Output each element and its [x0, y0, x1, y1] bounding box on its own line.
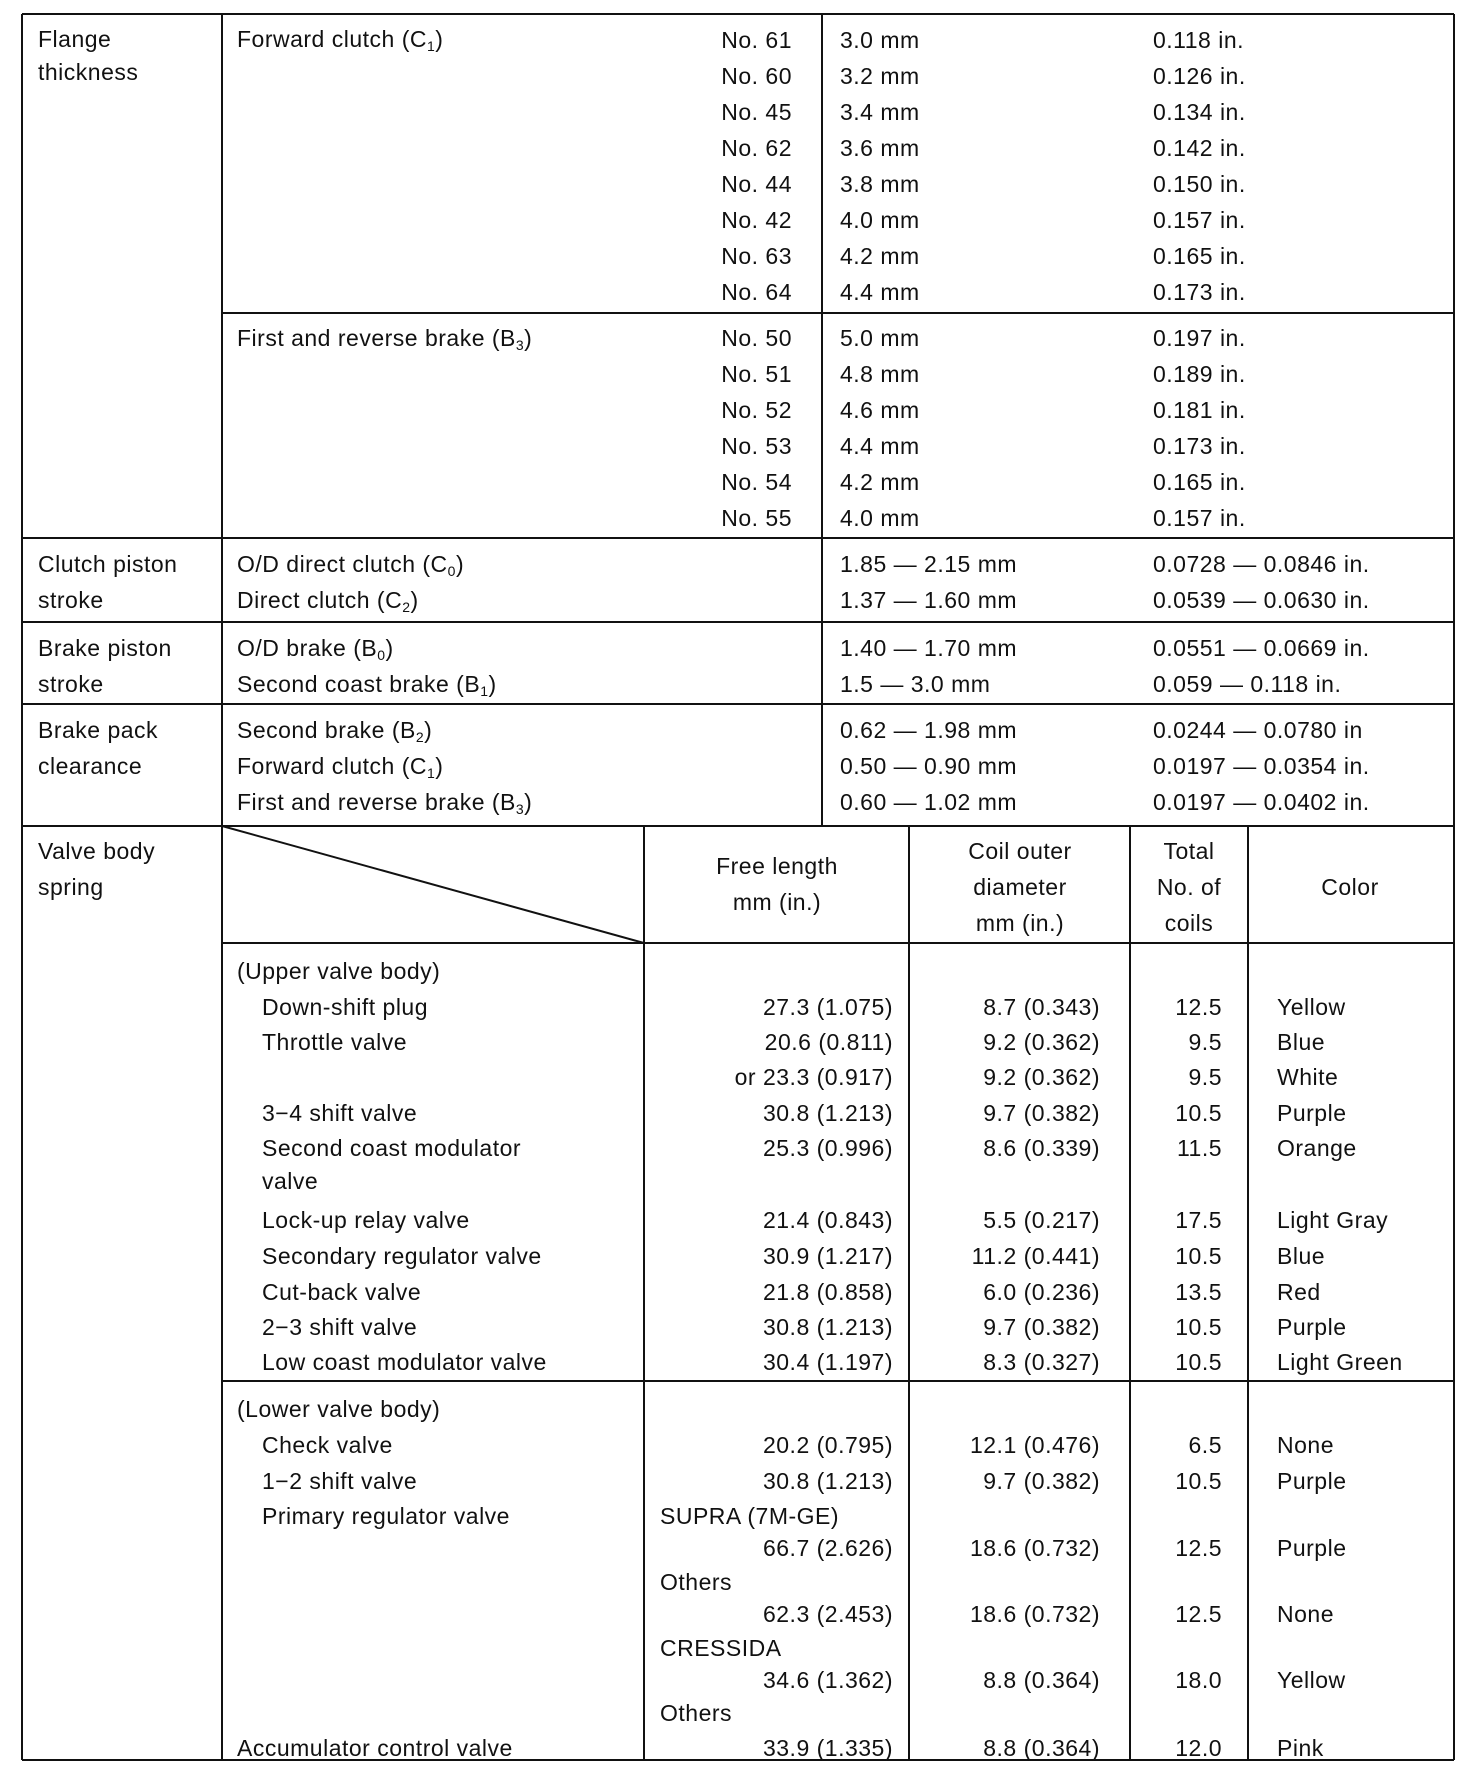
- range-mm-value: 1.85 — 2.15 mm: [840, 551, 1018, 577]
- model-variant-label: Others: [660, 1700, 733, 1726]
- spring-name: Down-shift plug: [262, 994, 429, 1020]
- spring-color-value: Red: [1277, 1279, 1321, 1305]
- range-mm-value: 0.60 — 1.02 mm: [840, 789, 1018, 815]
- flange-mm-value: 3.6 mm: [840, 135, 920, 161]
- header-free-length: Free length: [716, 853, 838, 879]
- flange-inch-value: 0.197 in.: [1153, 325, 1246, 351]
- total-coils-value: 17.5: [1175, 1207, 1222, 1233]
- coil-diameter-value: 9.7 (0.382): [983, 1100, 1100, 1126]
- total-coils-value: 10.5: [1175, 1468, 1222, 1494]
- coil-diameter-value: 8.8 (0.364): [983, 1735, 1100, 1761]
- flange-label-2: thickness: [38, 59, 139, 85]
- coil-diameter-value: 11.2 (0.441): [971, 1243, 1100, 1269]
- section-rule: [22, 621, 1454, 623]
- label-column-rule: [221, 14, 223, 1760]
- spring-name: 3−4 shift valve: [262, 1100, 418, 1126]
- range-mm-value: 0.62 — 1.98 mm: [840, 717, 1018, 743]
- flange-inch-value: 0.142 in.: [1153, 135, 1246, 161]
- primary-regulator-name: Primary regulator valve: [262, 1503, 510, 1529]
- brake-stroke-label-2: stroke: [38, 671, 104, 697]
- spring-name: 2−3 shift valve: [262, 1314, 418, 1340]
- flange-part-number: No. 63: [721, 243, 792, 269]
- spring-name: Low coast modulator valve: [262, 1349, 547, 1375]
- spring-color-value: Purple: [1277, 1100, 1347, 1126]
- range-inch-value: 0.0197 — 0.0354 in.: [1153, 753, 1370, 779]
- coil-diameter-value: 18.6 (0.732): [969, 1601, 1100, 1627]
- flange-mm-value: 4.4 mm: [840, 433, 920, 459]
- flange-mm-value: 4.4 mm: [840, 279, 920, 305]
- total-coils-value: 12.5: [1175, 1601, 1222, 1627]
- range-mm-value: 1.37 — 1.60 mm: [840, 587, 1018, 613]
- coil-diameter-value: 8.3 (0.327): [983, 1349, 1100, 1375]
- flange-mm-value: 3.8 mm: [840, 171, 920, 197]
- flange-mm-value: 4.0 mm: [840, 505, 920, 531]
- flange-inch-value: 0.134 in.: [1153, 99, 1246, 125]
- accumulator-control-name: Accumulator control valve: [237, 1735, 513, 1761]
- header-free-length-unit: mm (in.): [732, 889, 822, 915]
- flange-part-number: No. 53: [721, 433, 792, 459]
- spring-color-value: None: [1277, 1432, 1334, 1458]
- flange-part-number: No. 51: [721, 361, 792, 387]
- flange-inch-value: 0.165 in.: [1153, 469, 1246, 495]
- flange-label: Flange: [38, 26, 112, 52]
- clutch-stroke-label-2: stroke: [38, 587, 104, 613]
- flange-part-number: No. 64: [721, 279, 792, 305]
- header-coil-diameter: Coil outer: [968, 838, 1072, 864]
- model-variant-label: SUPRA (7M-GE): [660, 1503, 840, 1529]
- table-left-border: [21, 14, 23, 1760]
- range-mm-value: 0.50 — 0.90 mm: [840, 753, 1018, 779]
- range-inch-value: 0.059 — 0.118 in.: [1153, 671, 1342, 697]
- total-coils-value: 12.5: [1175, 994, 1222, 1020]
- range-mm-value: 1.40 — 1.70 mm: [840, 635, 1018, 661]
- spring-name: Lock-up relay valve: [262, 1207, 470, 1233]
- free-length-value: or 23.3 (0.917): [734, 1064, 893, 1090]
- section-rule: [22, 825, 1454, 827]
- total-coils-value: 18.0: [1175, 1667, 1222, 1693]
- free-length-value: 30.4 (1.197): [762, 1349, 893, 1375]
- flange-part-number: No. 42: [721, 207, 792, 233]
- table-top-border: [22, 13, 1454, 15]
- range-inch-value: 0.0539 — 0.0630 in.: [1153, 587, 1370, 613]
- coil-diameter-value: 9.7 (0.382): [983, 1468, 1100, 1494]
- coil-diameter-value: 9.7 (0.382): [983, 1314, 1100, 1340]
- total-coils-value: 12.0: [1175, 1735, 1222, 1761]
- header-total-coils-3: coils: [1164, 910, 1214, 936]
- flange-part-number: No. 61: [721, 27, 792, 53]
- free-length-value: 27.3 (1.075): [762, 994, 893, 1020]
- spring-color-value: None: [1277, 1601, 1334, 1627]
- free-length-value: 30.8 (1.213): [762, 1314, 893, 1340]
- range-inch-value: 0.0244 — 0.0780 in: [1153, 717, 1363, 743]
- header-total-coils-2: No. of: [1156, 874, 1222, 900]
- flange-inch-value: 0.150 in.: [1153, 171, 1246, 197]
- flange-inch-value: 0.173 in.: [1153, 279, 1246, 305]
- component-name: Direct clutch $(C_2)$: [237, 587, 419, 615]
- flange-mm-value: 5.0 mm: [840, 325, 920, 351]
- header-coil-diameter-unit: mm (in.): [975, 910, 1065, 936]
- spring-color-value: Purple: [1277, 1468, 1347, 1494]
- total-coils-value: 10.5: [1175, 1349, 1222, 1375]
- free-length-value: 30.8 (1.213): [762, 1100, 893, 1126]
- flange-mm-value: 4.8 mm: [840, 361, 920, 387]
- model-variant-label: Others: [660, 1569, 733, 1595]
- flange-part-number: No. 60: [721, 63, 792, 89]
- total-coils-value: 10.5: [1175, 1243, 1222, 1269]
- spring-column-rule: [908, 826, 910, 1760]
- flange-part-number: No. 55: [721, 505, 792, 531]
- coil-diameter-value: 9.2 (0.362): [983, 1029, 1100, 1055]
- flange-part-number: No. 50: [721, 325, 792, 351]
- reverse-brake-label: First and reverse brake $(B_3)$: [237, 325, 533, 353]
- total-coils-value: 9.5: [1188, 1064, 1222, 1090]
- component-name: O/D direct clutch $(C_0)$: [237, 551, 465, 579]
- coil-diameter-value: 8.8 (0.364): [983, 1667, 1100, 1693]
- spring-color-value: Blue: [1277, 1029, 1326, 1055]
- coil-diameter-value: 12.1 (0.476): [969, 1432, 1100, 1458]
- flange-part-number: No. 52: [721, 397, 792, 423]
- flange-subsection-rule: [222, 312, 1454, 314]
- flange-mm-value: 3.2 mm: [840, 63, 920, 89]
- spring-name: Throttle valve: [262, 1029, 408, 1055]
- coil-diameter-value: 18.6 (0.732): [969, 1535, 1100, 1561]
- free-length-value: 33.9 (1.335): [762, 1735, 893, 1761]
- coil-diameter-value: 6.0 (0.236): [983, 1279, 1100, 1305]
- flange-part-number: No. 62: [721, 135, 792, 161]
- flange-inch-value: 0.118 in.: [1153, 27, 1245, 53]
- header-total-coils: Total: [1163, 838, 1215, 864]
- total-coils-value: 10.5: [1175, 1314, 1222, 1340]
- brake-stroke-label: Brake piston: [38, 635, 172, 661]
- spring-header-rule: [222, 942, 1454, 944]
- component-name: Second brake $(B_2)$: [237, 717, 433, 745]
- spring-column-rule: [1247, 826, 1249, 1760]
- spring-color-value: Pink: [1277, 1735, 1324, 1761]
- flange-mm-value: 4.6 mm: [840, 397, 920, 423]
- flange-mm-value: 4.2 mm: [840, 243, 920, 269]
- spring-name: Cut-back valve: [262, 1279, 422, 1305]
- spring-color-value: Light Green: [1277, 1349, 1403, 1375]
- free-length-value: 21.4 (0.843): [762, 1207, 893, 1233]
- section-rule: [22, 703, 1454, 705]
- free-length-value: 25.3 (0.996): [762, 1135, 893, 1161]
- spring-color-value: Blue: [1277, 1243, 1326, 1269]
- lower-body-rule: [222, 1380, 1454, 1382]
- valve-spring-label-2: spring: [38, 874, 104, 900]
- spring-color-value: Yellow: [1277, 994, 1346, 1020]
- free-length-value: 30.9 (1.217): [762, 1243, 893, 1269]
- header-color: Color: [1321, 874, 1379, 900]
- range-inch-value: 0.0551 — 0.0669 in.: [1153, 635, 1370, 661]
- free-length-value: 30.8 (1.213): [762, 1468, 893, 1494]
- valve-spring-label: Valve body: [38, 838, 156, 864]
- flange-part-number: No. 45: [721, 99, 792, 125]
- flange-part-number: No. 54: [721, 469, 792, 495]
- spring-name: Secondary regulator valve: [262, 1243, 542, 1269]
- spring-color-value: Light Gray: [1277, 1207, 1389, 1233]
- spring-column-rule: [1129, 826, 1131, 1760]
- spring-name: Check valve: [262, 1432, 393, 1458]
- coil-diameter-value: 8.7 (0.343): [983, 994, 1100, 1020]
- coil-diameter-value: 5.5 (0.217): [983, 1207, 1100, 1233]
- flange-mm-value: 4.2 mm: [840, 469, 920, 495]
- spring-color-value: Purple: [1277, 1535, 1347, 1561]
- total-coils-value: 10.5: [1175, 1100, 1222, 1126]
- free-length-value: 20.2 (0.795): [762, 1432, 893, 1458]
- free-length-value: 66.7 (2.626): [762, 1535, 893, 1561]
- flange-inch-value: 0.173 in.: [1153, 433, 1246, 459]
- flange-inch-value: 0.181 in.: [1153, 397, 1246, 423]
- coil-diameter-value: 9.2 (0.362): [983, 1064, 1100, 1090]
- total-coils-value: 9.5: [1188, 1029, 1222, 1055]
- spring-name: Second coast modulator: [262, 1135, 522, 1161]
- spring-color-value: White: [1277, 1064, 1339, 1090]
- component-name: Forward clutch $(C_1)$: [237, 753, 444, 781]
- spring-color-value: Yellow: [1277, 1667, 1346, 1693]
- spring-name-continued: valve: [262, 1168, 319, 1194]
- brake-pack-label: Brake pack: [38, 717, 159, 743]
- free-length-value: 20.6 (0.811): [764, 1029, 893, 1055]
- flange-inch-value: 0.165 in.: [1153, 243, 1246, 269]
- range-mm-value: 1.5 — 3.0 mm: [840, 671, 991, 697]
- flange-mm-value: 3.0 mm: [840, 27, 920, 53]
- total-coils-value: 13.5: [1175, 1279, 1222, 1305]
- component-name: First and reverse brake $(B_3)$: [237, 789, 533, 817]
- upper-valve-body-title: (Upper valve body): [237, 958, 441, 984]
- component-name: Second coast brake $(B_1)$: [237, 671, 497, 699]
- spring-color-value: Orange: [1277, 1135, 1357, 1161]
- total-coils-value: 6.5: [1188, 1432, 1222, 1458]
- total-coils-value: 12.5: [1175, 1535, 1222, 1561]
- spring-color-value: Purple: [1277, 1314, 1347, 1340]
- clutch-stroke-label: Clutch piston: [38, 551, 178, 577]
- free-length-value: 62.3 (2.453): [762, 1601, 893, 1627]
- flange-mm-value: 3.4 mm: [840, 99, 920, 125]
- flange-inch-value: 0.157 in.: [1153, 505, 1246, 531]
- spring-column-rule: [643, 826, 645, 1760]
- section-rule: [22, 537, 1454, 539]
- lower-valve-body-title: (Lower valve body): [237, 1396, 441, 1422]
- coil-diameter-value: 8.6 (0.339): [983, 1135, 1100, 1161]
- flange-mm-value: 4.0 mm: [840, 207, 920, 233]
- flange-inch-value: 0.189 in.: [1153, 361, 1246, 387]
- flange-part-number: No. 44: [721, 171, 792, 197]
- model-variant-label: CRESSIDA: [660, 1635, 782, 1661]
- spring-name: 1−2 shift valve: [262, 1468, 418, 1494]
- brake-pack-label-2: clearance: [38, 753, 143, 779]
- component-name: O/D brake $(B_0)$: [237, 635, 394, 663]
- free-length-value: 34.6 (1.362): [762, 1667, 893, 1693]
- total-coils-value: 11.5: [1176, 1135, 1222, 1161]
- forward-clutch-label: Forward clutch $(C_1)$: [237, 26, 444, 54]
- range-inch-value: 0.0197 — 0.0402 in.: [1153, 789, 1370, 815]
- range-inch-value: 0.0728 — 0.0846 in.: [1153, 551, 1370, 577]
- free-length-value: 21.8 (0.858): [762, 1279, 893, 1305]
- flange-inch-value: 0.157 in.: [1153, 207, 1246, 233]
- header-coil-diameter-2: diameter: [973, 874, 1067, 900]
- flange-inch-value: 0.126 in.: [1153, 63, 1246, 89]
